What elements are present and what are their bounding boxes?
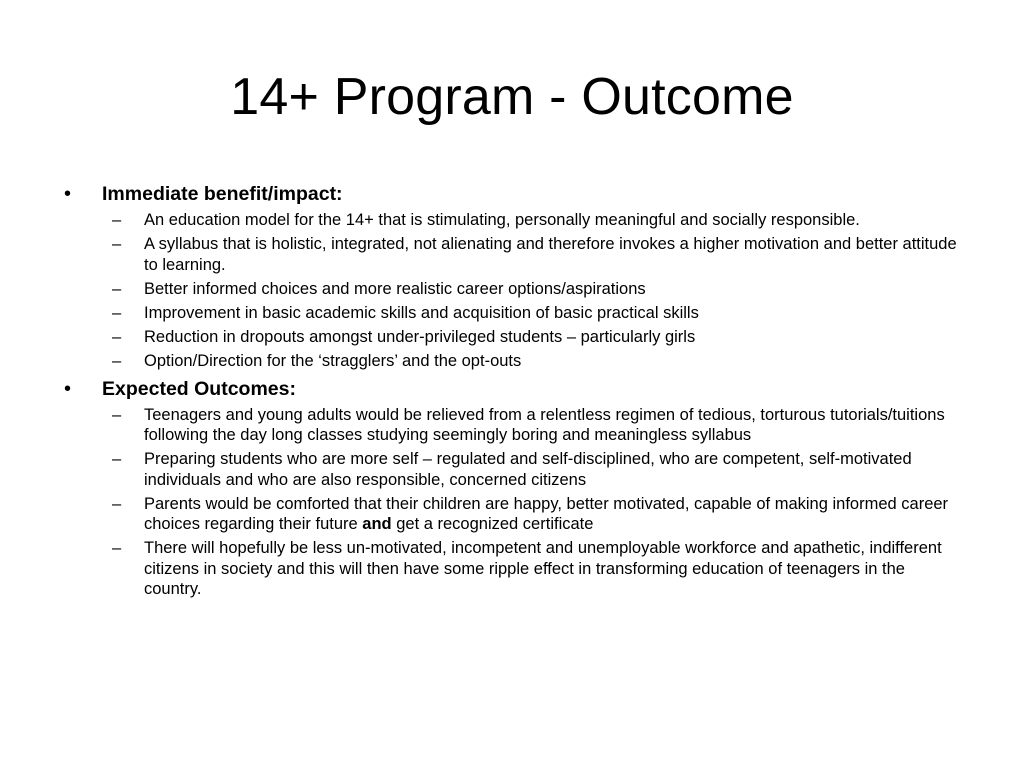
list-item	[62, 494, 967, 535]
list-item	[62, 538, 967, 600]
dash-icon: –	[112, 351, 122, 370]
list-item	[62, 234, 967, 275]
list-item-text: Option/Direction for the ‘stragglers’ and the opt-outs	[144, 351, 522, 370]
bullet-icon: •	[64, 377, 72, 400]
section-heading-text: Expected Outcomes:	[102, 377, 296, 400]
list-item-text: Improvement in basic academic skills and acquisition of basic practical skills	[144, 303, 699, 322]
list-item-text	[144, 494, 964, 535]
dash-icon: –	[112, 235, 122, 253]
list-item	[62, 279, 967, 300]
list-item-text: Preparing students who are more self – regulated and self-disciplined, who are competent, self-motivated individuals and who are also responsible, concerned citizens	[144, 450, 912, 489]
dash-icon: –	[112, 327, 122, 346]
list-item-text: Teenagers and young adults would be relieved from a relentless regimen of tedious, torturous tutorials/tuitions following the day long classes studying seemingly boring and meaningless syllabus	[144, 405, 945, 444]
list-item-text: Better informed choices and more realistic career options/aspirations	[144, 279, 646, 298]
list-item-text: Reduction in dropouts amongst under-privileged students – particularly girls	[144, 327, 696, 346]
list-item-text: A syllabus that is holistic, integrated, not alienating and therefore invokes a higher motivation and better attitude to learning.	[144, 235, 957, 274]
section-heading-text: Immediate benefit/impact:	[102, 183, 343, 205]
slide-body	[62, 180, 967, 603]
dash-icon: –	[112, 405, 122, 424]
slide-title: 14+ Program - Outcome	[230, 68, 794, 126]
list-item	[62, 449, 967, 490]
list-item	[62, 405, 967, 446]
section-heading-immediate-benefit	[62, 180, 967, 208]
list-item-text: There will hopefully be less un-motivated, incompetent and unemployable workforce and apathetic, indifferent citizens in society and this will then have some ripple effect in transforming education of teenagers in the country.	[144, 539, 942, 598]
dash-icon: –	[112, 539, 122, 557]
dash-icon: –	[112, 494, 122, 513]
list-item-text-part: get a recognized certificate	[391, 515, 594, 533]
list-item	[62, 351, 967, 372]
list-item	[62, 303, 967, 324]
immediate-benefit-list	[62, 210, 967, 371]
section-heading-expected-outcomes	[62, 375, 967, 403]
dash-icon: –	[112, 303, 122, 322]
list-item-text: An education model for the 14+ that is stimulating, personally meaningful and socially responsible.	[144, 211, 860, 229]
list-item-text-part: Parents would be comforted that their children are happy, better motivated, capable of making informed career choices regarding their future	[144, 494, 949, 533]
dash-icon: –	[112, 279, 122, 298]
dash-icon: –	[112, 450, 122, 468]
dash-icon: –	[112, 211, 122, 229]
list-item	[62, 327, 967, 348]
list-item	[62, 210, 967, 231]
expected-outcomes-list	[62, 405, 967, 600]
emphasis-text: and	[362, 515, 392, 533]
bullet-icon: •	[64, 183, 72, 205]
